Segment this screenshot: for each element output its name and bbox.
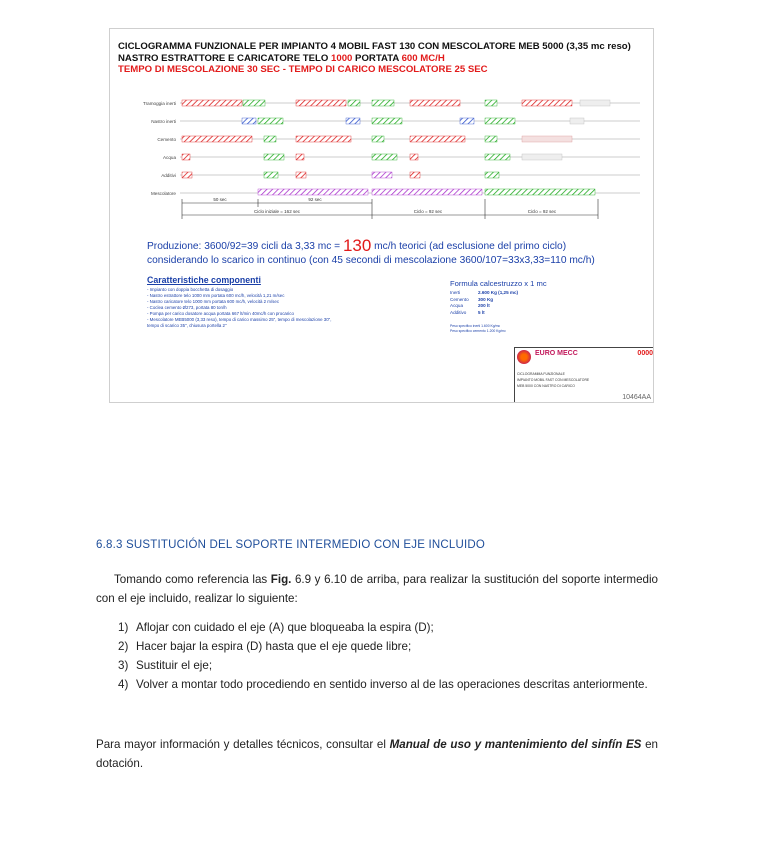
- formula-note: Peso specifico inerti 1.600 Kg/mc: [450, 324, 501, 328]
- bars-mescolatore: [258, 189, 595, 195]
- component-item: - Impianto con doppia bocchetta di dosaggio: [147, 287, 234, 292]
- row-label: Additivi: [161, 173, 176, 178]
- list-item: 2) Hacer bajar la espira (D) hasta que el eje quede libre;: [118, 640, 412, 653]
- components-block: [147, 275, 447, 329]
- steps-list: [118, 618, 658, 694]
- component-item: - Mescolatore MEB5000 (3,33 reso), tempo di carico massimo 25", tempo di mescolazione 30",: [147, 317, 332, 322]
- title-block: EURO MECC 0000 CICLOGRAMMA FUNZIONALE IMPIANTO MOBIL FAST CON MESCOLATORE MEB 5000 CON NASTRO DI CARICO 10464AA: [514, 347, 654, 403]
- cycle-label-1: Ciclo iniziale = 162 sec: [254, 209, 300, 214]
- section-heading: 6.8.3 SUSTITUCIÓN DEL SOPORTE INTERMEDIO CON EJE INCLUIDO: [96, 539, 486, 551]
- cyclogram-chart: [110, 91, 654, 251]
- components-title: Caratteristiche componenti: [147, 275, 261, 285]
- row-label: Tramoggia inerti: [142, 101, 176, 106]
- duration-label-1: 50 sec: [213, 197, 227, 202]
- formula-row: Additivo 5 lt: [450, 309, 485, 315]
- component-item: - Nastro caricatore telo 1000 mm portata 600 mc/h, velocità 2 m/sec: [147, 299, 280, 304]
- row-label: Acqua: [162, 155, 176, 160]
- component-item: - Nastro estrattore telo 1000 mm portata 600 mc/h, velocità 1,21 m/sec: [147, 293, 285, 298]
- formula-note: Peso specifico cemento 1.200 Kg/mc: [450, 329, 506, 333]
- formula-row: Acqua 200 lt: [450, 303, 490, 308]
- component-item: - Pompa per carico dosatore acqua portata 667 lt/min 40mc/h con procarico: [147, 311, 294, 316]
- list-item: 1) Aflojar con cuidado el eje (A) que bloqueaba la espira (D);: [118, 621, 434, 634]
- row-label: Nastro inerti: [151, 119, 176, 124]
- drawing-code: 10464AA: [622, 394, 651, 401]
- formula-block: [450, 279, 600, 334]
- cycle-label-3: Ciclo = 92 sec: [527, 209, 557, 214]
- component-item: - Coclea cemento Ø273, portata 80 ton/h: [147, 305, 227, 310]
- final-paragraph: Para mayor información y detalles técnicos, consultar el Manual de uso y mantenimiento del sinfín ES en dotación.: [96, 738, 658, 770]
- formula-row: Cemento 300 Kg: [450, 296, 494, 302]
- row-label: Mescolatore: [150, 191, 176, 196]
- duration-label-2: 92 sec: [308, 197, 322, 202]
- row-label: Cemento: [157, 137, 176, 142]
- formula-title: Formula calcestruzzo x 1 mc: [450, 279, 547, 288]
- figure-title: CICLOGRAMMA FUNZIONALE PER IMPIANTO 4 MOBIL FAST 130 CON MESCOLATORE MEB 5000 (3,35 mc reso) NASTRO ESTRATTORE E CARICATORE TELO 1000 PORTATA 600 MC/H TEMPO DI MESCOLAZIONE 30 SEC - TEMPO DI CARICO MESCOLATORE 25 SEC: [118, 41, 631, 75]
- cyclogram-figure: [109, 28, 654, 403]
- list-item: 4) Volver a montar todo procediendo en sentido inverso al de las operaciones descritas anteriormente.: [118, 678, 648, 691]
- intro-paragraph: Tomando como referencia las Fig. 6.9 y 6.10 de arriba, para realizar la sustitución del soporte intermedio con el eje incluido, realizar lo siguiente:: [96, 573, 658, 605]
- brand-name: EURO MECC: [535, 350, 578, 357]
- production-text: Produzione: 3600/92=39 cicli da 3,33 mc = 130 mc/h teorici (ad esclusione del primo ciclo) considerando lo scarico in continuo (con 45 secondi di mescolazione 3600/107=33x3,33=110 mc/h): [147, 236, 595, 266]
- component-item: tempo di scarico 35", chiusura portella 2": [147, 323, 227, 328]
- company-logo-icon: [517, 350, 531, 364]
- list-item: 3) Sustituir el eje;: [118, 659, 213, 672]
- drawing-number: 0000: [637, 350, 653, 357]
- cycle-label-2: Ciclo = 92 sec: [413, 209, 443, 214]
- formula-row: Inerti 2.600 Kg (1,25 mc): [450, 290, 519, 295]
